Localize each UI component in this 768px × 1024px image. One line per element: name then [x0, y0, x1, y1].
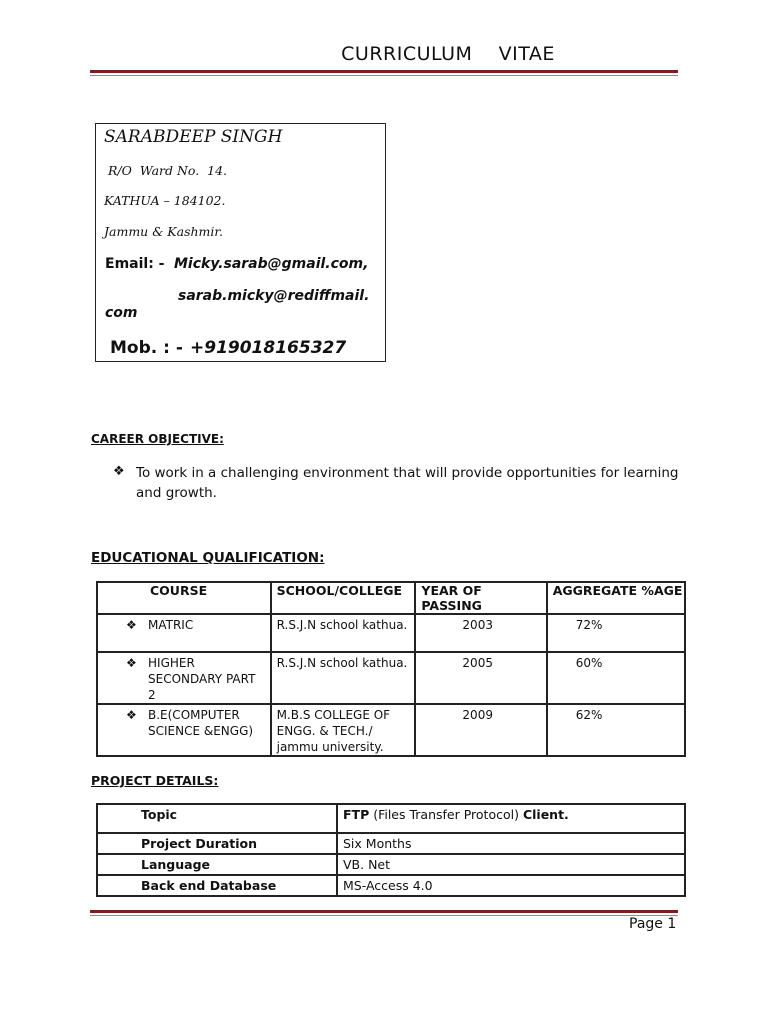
project-heading: PROJECT DETAILS: — [91, 773, 219, 788]
topic-value — [337, 804, 685, 833]
aggregate-cell: 72% — [547, 614, 685, 652]
table-row — [97, 804, 685, 833]
footer-rule — [90, 910, 678, 916]
course-cell — [97, 704, 271, 756]
diamond-bullet-icon: ❖ — [126, 708, 137, 722]
page-number: Page 1 — [629, 916, 677, 932]
education-table — [96, 581, 686, 757]
year-cell: 2005 — [415, 652, 546, 704]
school-cell: R.S.J.N school kathua. — [271, 614, 416, 652]
header-rule — [90, 70, 678, 76]
table-row — [97, 704, 685, 756]
course-cell — [97, 652, 271, 704]
candidate-name: SARABDEEP SINGH — [104, 127, 283, 147]
aggregate-cell: 60% — [547, 652, 685, 704]
mobile-label: Mob. : - — [110, 338, 183, 358]
email-primary: Micky.sarab@gmail.com, — [174, 256, 369, 272]
year-cell: 2003 — [415, 614, 546, 652]
diamond-bullet-icon: ❖ — [113, 464, 125, 479]
language-value: VB. Net — [337, 854, 685, 875]
mobile-number: +919018165327 — [190, 338, 347, 358]
course-name: MATRIC — [148, 618, 194, 632]
table-row — [97, 652, 685, 704]
column-header: YEAR OF PASSING — [415, 582, 546, 614]
school-cell: R.S.J.N school kathua. — [271, 652, 416, 704]
table-row — [97, 614, 685, 652]
course-name: B.E(COMPUTER SCIENCE &ENGG) — [148, 708, 254, 738]
table-row — [97, 854, 685, 875]
document-title: CURRICULUM VITAE — [341, 43, 555, 65]
table-header-row — [97, 582, 685, 614]
school-cell: M.B.S COLLEGE OF ENGG. & TECH./ jammu university. — [271, 704, 416, 756]
address-line-3: Jammu & Kashmir. — [104, 224, 223, 239]
email-label: Email: - — [105, 256, 165, 272]
database-value: MS-Access 4.0 — [337, 875, 685, 896]
column-header: SCHOOL/COLLEGE — [271, 582, 416, 614]
address-line-2: KATHUA – 184102. — [104, 193, 226, 208]
column-header: COURSE — [97, 582, 271, 614]
career-objective-text: To work in a challenging environment that will provide opportunities for learning and growth. — [136, 465, 679, 501]
table-row — [97, 833, 685, 854]
project-table — [96, 803, 686, 897]
education-heading: EDUCATIONAL QUALIFICATION: — [91, 550, 325, 566]
career-objective-heading: CAREER OBJECTIVE: — [91, 432, 224, 446]
year-cell: 2009 — [415, 704, 546, 756]
course-cell — [97, 614, 271, 652]
aggregate-cell: 62% — [547, 704, 685, 756]
database-label: Back end Database — [97, 875, 337, 896]
diamond-bullet-icon: ❖ — [126, 618, 137, 632]
language-label: Language — [97, 854, 337, 875]
address-line-1: R/O Ward No. 14. — [108, 163, 228, 178]
topic-description: (Files Transfer Protocol) — [369, 807, 523, 822]
contact-box — [95, 123, 386, 362]
email-secondary-part2: com — [105, 305, 138, 321]
table-row — [97, 875, 685, 896]
email-secondary-part1: sarab.micky@rediffmail. — [178, 288, 370, 304]
course-name: HIGHER SECONDARY PART 2 — [148, 656, 256, 702]
duration-label: Project Duration — [97, 833, 337, 854]
duration-value: Six Months — [337, 833, 685, 854]
diamond-bullet-icon: ❖ — [126, 656, 137, 670]
topic-suffix: Client. — [522, 807, 569, 822]
topic-label: Topic — [97, 804, 337, 833]
column-header: AGGREGATE %AGE — [547, 582, 685, 614]
topic-acronym: FTP — [343, 807, 370, 822]
